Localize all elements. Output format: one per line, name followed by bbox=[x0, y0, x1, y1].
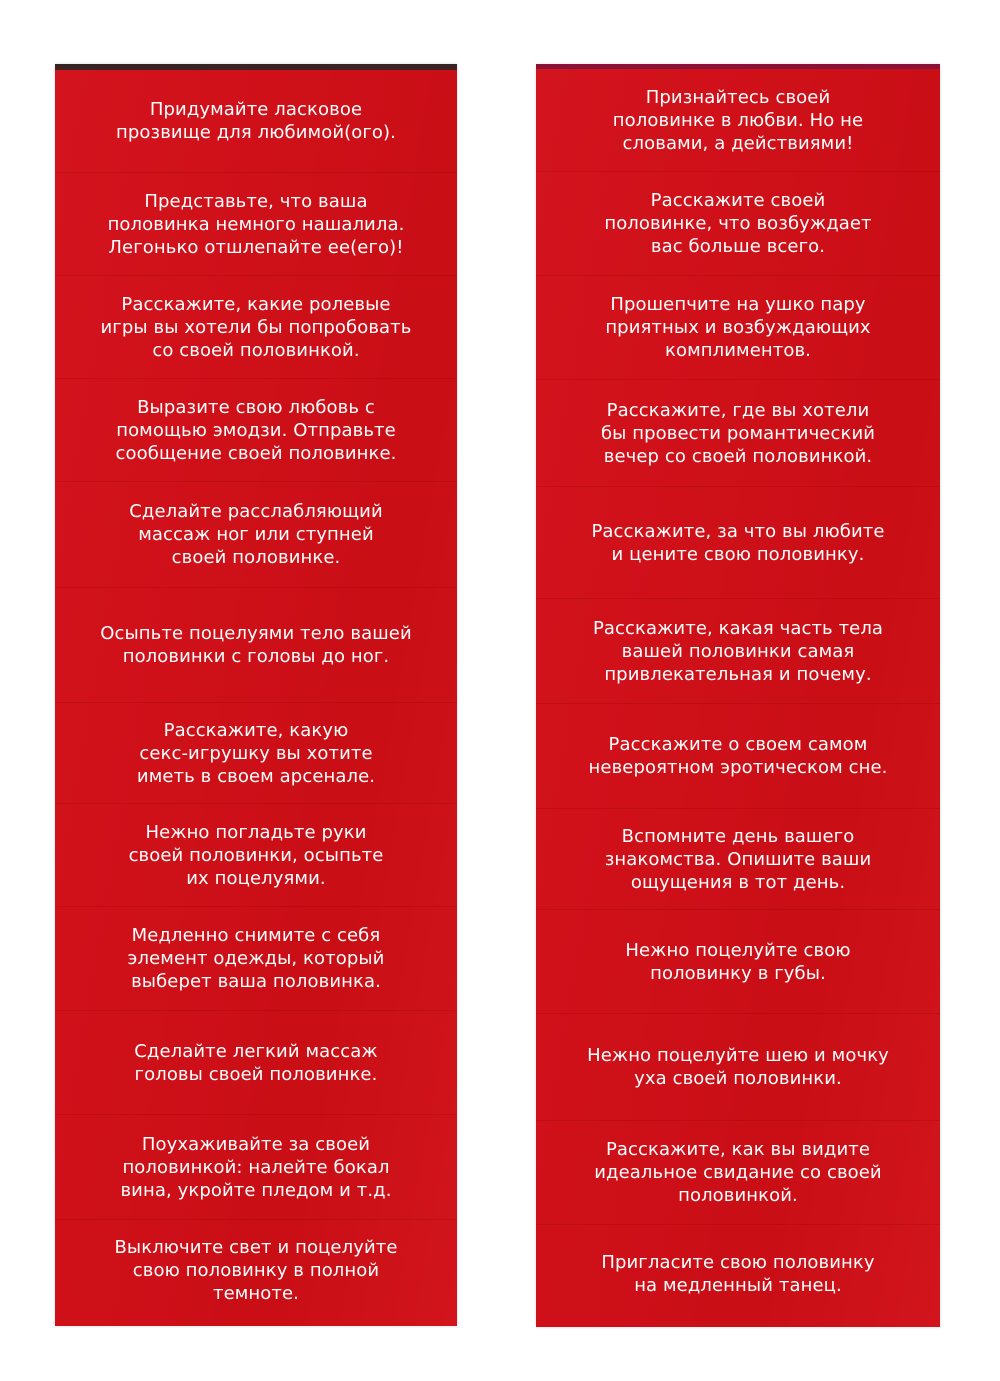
left-card-7-text: Расскажите, какую секс-игрушку вы хотите иметь в своем арсенале. bbox=[136, 719, 376, 787]
right-card-9 bbox=[536, 910, 940, 1014]
right-card-3 bbox=[536, 276, 940, 380]
left-card-4-text: Выразите свою любовь с помощью эмодзи. Отправьте сообщение своей половинке. bbox=[115, 396, 397, 464]
left-card-4 bbox=[55, 379, 457, 482]
left-card-9-text: Медленно снимите с себя элемент одежды, который выберет ваша половинка. bbox=[127, 925, 385, 992]
left-card-10-text: Сделайте легкий массаж головы своей половинке. bbox=[134, 1040, 378, 1085]
right-card-7-text: Расскажите о своем самом невероятном эротическом сне. bbox=[588, 734, 888, 778]
left-card-6-text: Осыпьте поцелуями тело вашей половинки с головы до ног. bbox=[100, 623, 412, 667]
left-card-1 bbox=[55, 70, 457, 173]
right-card-12-text: Пригласите свою половинку на медленный танец. bbox=[601, 1251, 875, 1296]
right-card-11 bbox=[536, 1121, 940, 1225]
right-card-2-text: Расскажите своей половинке, что возбуждает вас больше всего. bbox=[604, 190, 872, 257]
right-card-5 bbox=[536, 487, 940, 599]
left-card-8 bbox=[55, 804, 457, 907]
right-card-8-text: Вспомните день вашего знакомства. Опишите ваши ощущения в тот день. bbox=[604, 825, 872, 893]
right-card-6-text: Расскажите, какая часть тела вашей половинки самая привлекательная и почему. bbox=[592, 617, 884, 685]
right-card-1-text: Признайтесь своей половинке в любви. Но не словами, а действиями! bbox=[612, 86, 864, 154]
left-card-12 bbox=[55, 1220, 457, 1320]
left-card-1-text: Придумайте ласковое прозвище для любимой(ого). bbox=[116, 99, 396, 143]
left-card-3-text: Расскажите, какие ролевые игры вы хотели бы попробовать со своей половинкой. bbox=[100, 293, 412, 361]
right-card-7 bbox=[536, 704, 940, 809]
left-card-2-text: Представьте, что ваша половинка немного нашалила. Легонько отшлепайте ее(его)! bbox=[107, 190, 405, 258]
left-card-2 bbox=[55, 173, 457, 276]
left-card-7 bbox=[55, 703, 457, 804]
left-card-8-text: Нежно погладьте руки своей половинки, осыпьте их поцелуями. bbox=[128, 821, 384, 889]
right-card-2 bbox=[536, 172, 940, 276]
left-card-11-text: Поухаживайте за своей половинкой: налейте бокал вина, укройте пледом и т.д. bbox=[120, 1133, 392, 1201]
left-card-5 bbox=[55, 482, 457, 588]
right-card-9-text: Нежно поцелуйте свою половинку в губы. bbox=[625, 939, 851, 984]
left-card-strip bbox=[55, 64, 457, 1326]
right-card-5-text: Расскажите, за что вы любите и цените свою половинку. bbox=[591, 520, 885, 565]
right-card-3-text: Прошепчите на ушко пару приятных и возбуждающих комплиментов. bbox=[605, 294, 871, 361]
right-card-4 bbox=[536, 380, 940, 487]
left-card-5-text: Сделайте расслабляющий массаж ног или ступней своей половинке. bbox=[129, 501, 383, 568]
left-card-3 bbox=[55, 276, 457, 379]
left-card-6 bbox=[55, 588, 457, 703]
right-card-4-text: Расскажите, где вы хотели бы провести романтический вечер со своей половинкой. bbox=[600, 399, 876, 467]
right-card-8 bbox=[536, 809, 940, 910]
right-card-1 bbox=[536, 69, 940, 172]
right-card-10-text: Нежно поцелуйте шею и мочку уха своей половинки. bbox=[587, 1045, 889, 1089]
left-card-10 bbox=[55, 1011, 457, 1115]
right-card-strip bbox=[536, 64, 940, 1327]
right-card-11-text: Расскажите, как вы видите идеальное свидание со своей половинкой. bbox=[594, 1139, 882, 1206]
right-card-12 bbox=[536, 1225, 940, 1322]
right-card-6 bbox=[536, 599, 940, 704]
right-card-10 bbox=[536, 1014, 940, 1121]
left-card-9 bbox=[55, 907, 457, 1011]
left-card-12-text: Выключите свет и поцелуйте свою половинку в полной темноте. bbox=[114, 1236, 398, 1304]
left-card-11 bbox=[55, 1115, 457, 1220]
